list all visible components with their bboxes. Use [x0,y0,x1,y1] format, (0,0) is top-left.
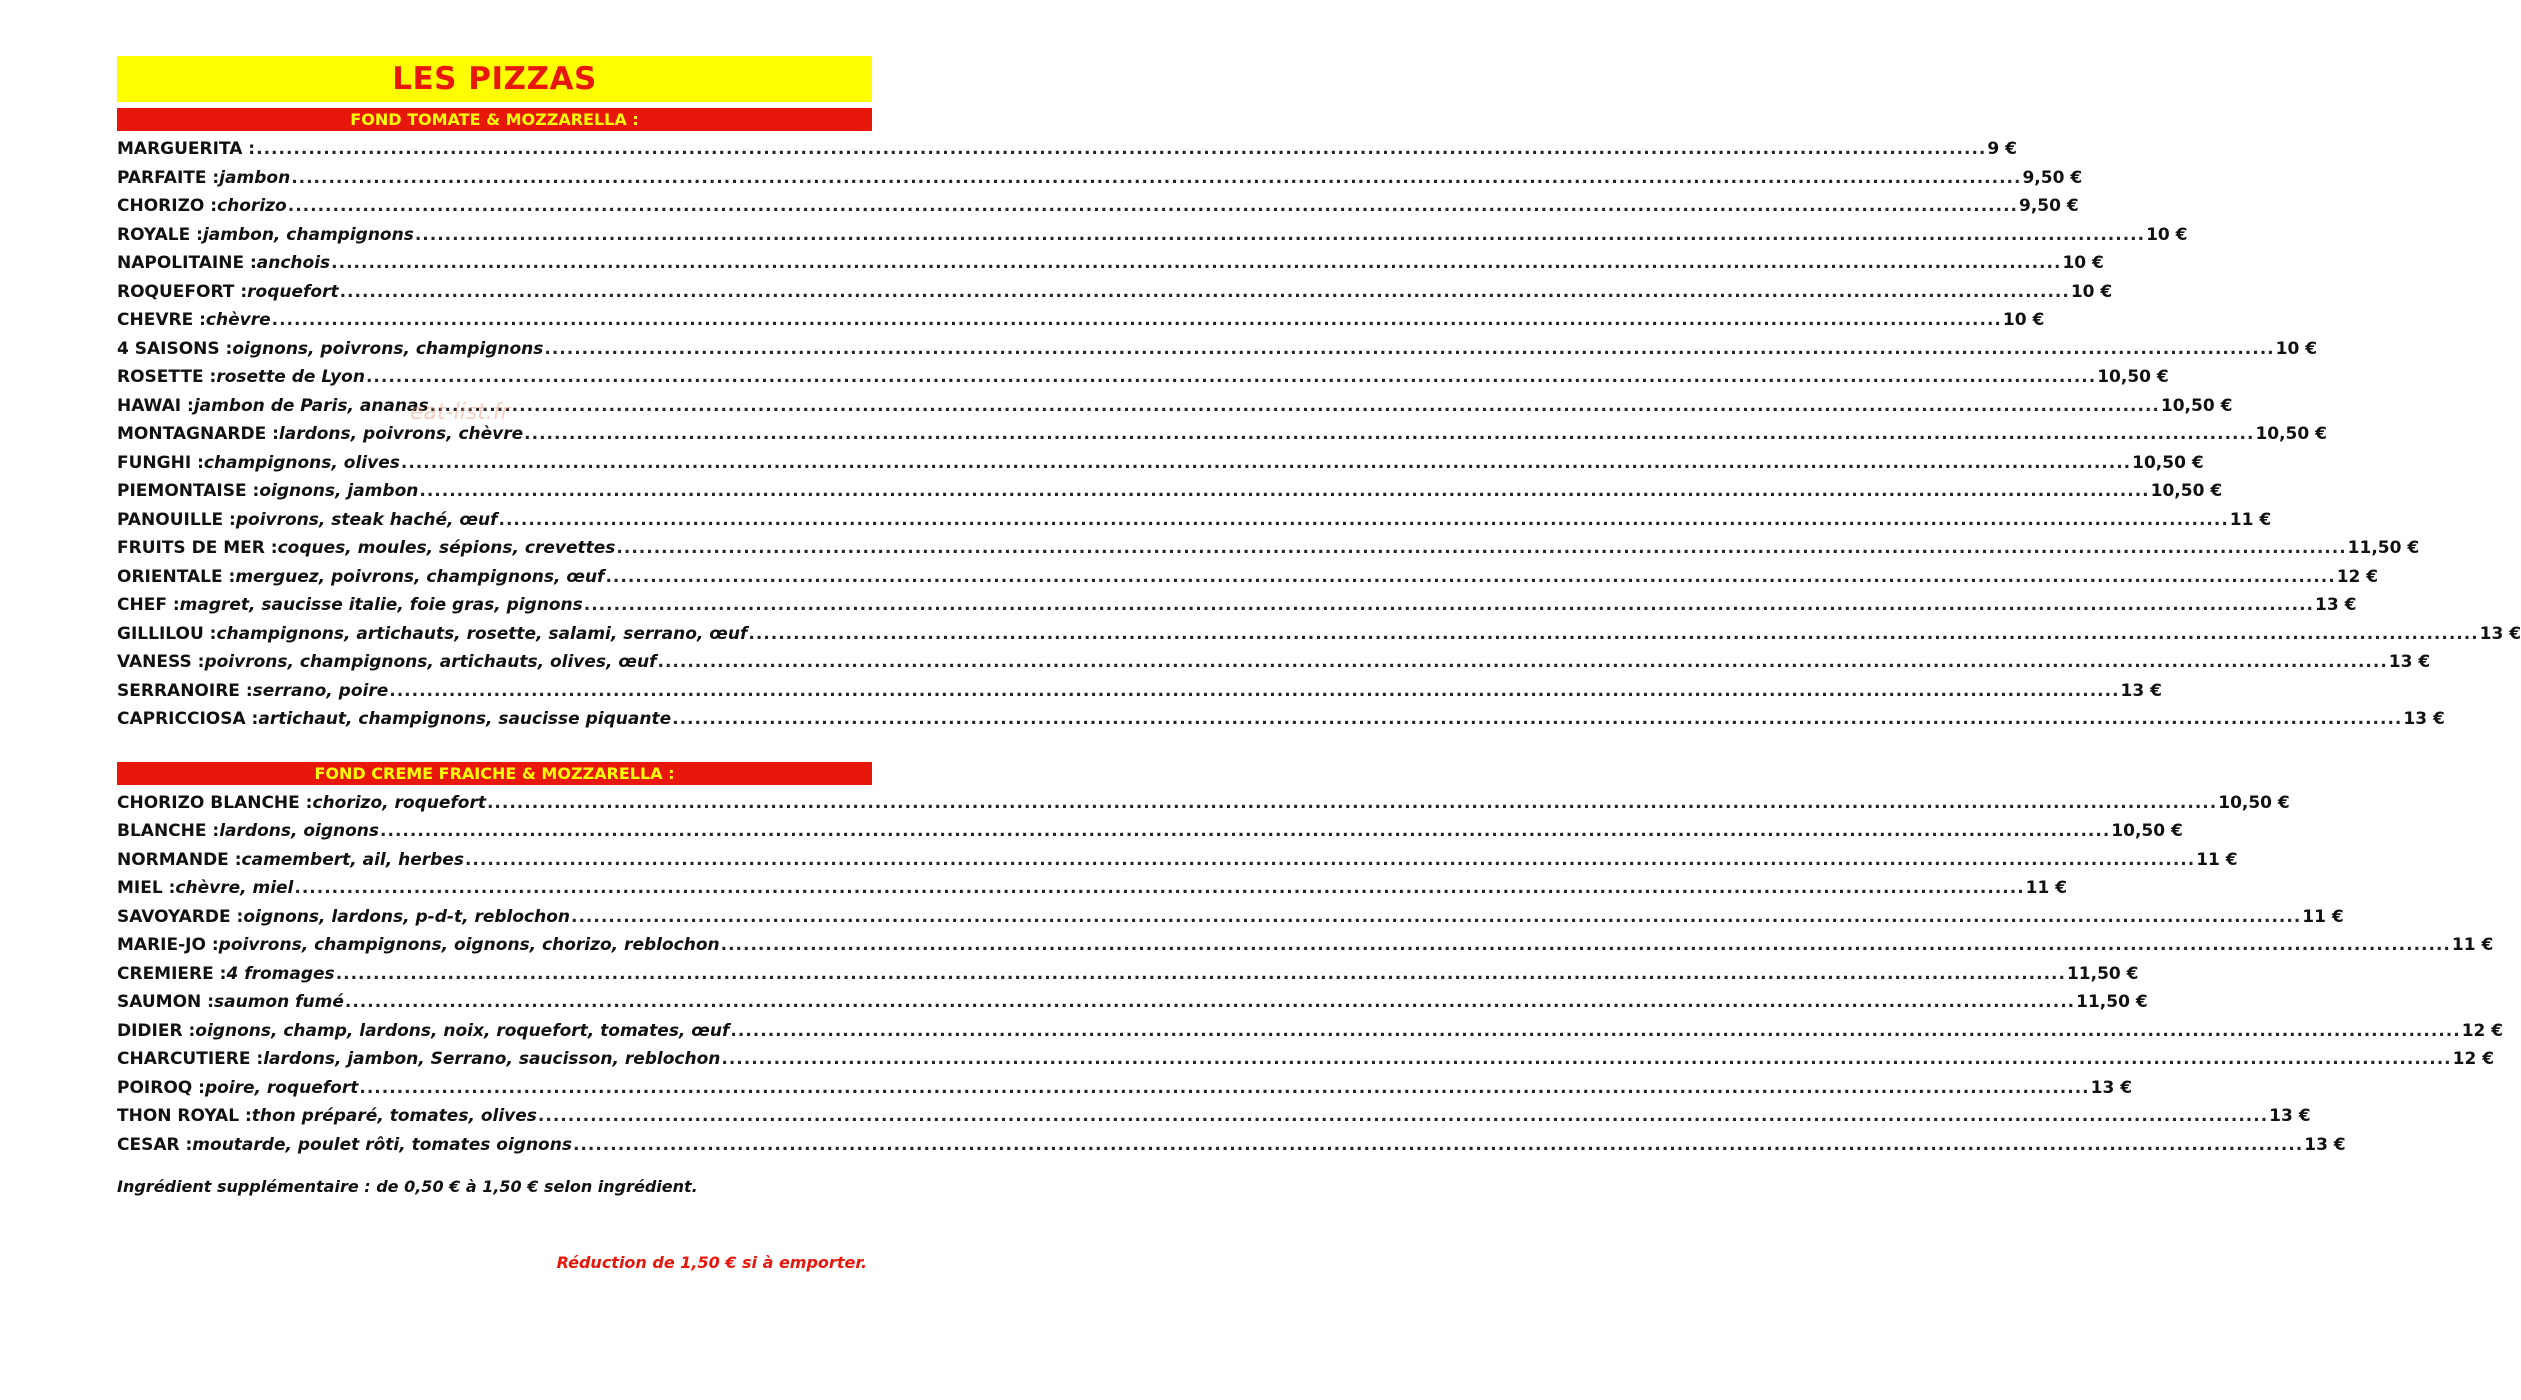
item-price: 10 € [2146,224,2188,245]
watermark-text: eat-list.fr [410,400,510,425]
menu-item [117,960,2139,989]
dot-leader [499,506,2229,535]
item-price: 10 € [2070,281,2113,302]
dot-leader [748,620,2478,649]
dot-leader [340,278,2070,307]
dot-leader [336,960,2066,989]
item-name: FUNGHI : [117,452,204,473]
item-name: THON ROYAL : [117,1106,252,1126]
item-name: CHARCUTIERE : [117,1049,264,1069]
menu-item [117,449,2204,478]
menu-item [117,874,2068,903]
menu-item [117,363,2169,392]
item-name: ROSETTE : [117,367,217,387]
dot-leader [401,449,2131,478]
item-description: artichaut, champignons, saucisse piquante [258,709,672,729]
item-name: 4 SAISONS : [117,338,233,359]
item-price: 13 € [2315,595,2357,615]
discount-note: Réduction de 1,50 € si à emporter. [556,1253,867,1272]
item-name: BLANCHE : [117,821,220,841]
item-description: lardons, jambon, Serrano, saucisson, reblochon [263,1049,721,1069]
dot-leader [291,164,2021,193]
item-description: moutarde, poulet rôti, tomates oignons [192,1134,572,1155]
item-name: NAPOLITAINE : [117,253,257,273]
dot-leader [415,221,2145,250]
item-price: 12 € [2461,1020,2504,1041]
item-name: ORIENTALE : [117,566,236,587]
dot-leader [584,591,2314,620]
menu-item [117,249,2104,278]
item-description: jambon [219,167,291,188]
dot-leader [721,931,2451,960]
menu-item [117,534,2420,563]
dot-leader [430,392,2160,421]
dot-leader [616,534,2346,563]
item-price: 10 € [2002,310,2045,330]
item-description: camembert, ail, herbes [241,849,464,870]
item-name: VANESS : [117,652,205,672]
menu-page [117,56,2521,1196]
item-price: 11,50 € [2347,538,2420,558]
item-name: FRUITS DE MER : [117,538,278,558]
item-price: 10,50 € [2111,821,2183,841]
item-price: 10,50 € [2132,452,2204,473]
menu-item [117,278,2113,307]
item-description: chorizo [217,196,287,216]
item-price: 10 € [2275,338,2318,359]
item-name: CAPRICCIOSA : [117,709,259,729]
dot-leader [571,903,2301,932]
dot-leader [672,705,2402,734]
dot-leader [419,477,2149,506]
item-price: 13 € [2304,1134,2346,1155]
item-price: 13 € [2479,623,2521,644]
menu-item [117,1102,2311,1131]
item-name: MIEL : [117,878,176,898]
item-name: PARFAITE : [117,167,220,188]
menu-item [117,705,2445,734]
dot-leader [331,249,2061,278]
menu-title: LES PIZZAS [117,56,872,102]
item-price: 11 € [2025,878,2068,898]
menu-item [117,563,2379,592]
item-name: SAUMON : [117,992,214,1012]
item-price: 10,50 € [2097,367,2169,387]
item-price: 10,50 € [2255,424,2327,444]
item-name: NORMANDE : [117,849,242,870]
supplement-note: Ingrédient supplémentaire : de 0,50 € à 1,50 € selon ingrédient. [117,1177,698,1196]
item-price: 13 € [2120,680,2162,701]
item-name: CESAR : [117,1134,193,1155]
item-price: 11,50 € [2076,992,2148,1012]
item-price: 12 € [2452,1049,2495,1069]
dot-leader [272,306,2002,335]
menu-item [117,477,2223,506]
item-description: champignons, olives [203,452,400,473]
item-name: CREMIERE : [117,963,227,984]
item-price: 13 € [2269,1106,2311,1126]
menu-item [117,1017,2504,1046]
item-name: CHORIZO : [117,196,218,216]
item-name: HAWAI : [117,395,194,416]
item-description: serrano, poire [252,680,389,701]
item-description: saumon fumé [214,992,344,1012]
item-name: SERRANOIRE : [117,680,253,701]
item-name: MARGUERITA : [117,139,256,159]
item-description: 4 fromages [226,963,335,984]
item-description: poivrons, champignons, artichauts, olives, œuf [204,652,657,672]
item-price: 9 € [1987,139,2017,159]
menu-item [117,903,2344,932]
dot-leader [380,817,2110,846]
menu-item [117,1131,2346,1160]
menu-item [117,591,2357,620]
item-price: 13 € [2090,1077,2133,1098]
dot-leader [605,563,2335,592]
menu-item [117,1045,2495,1074]
item-description: anchois [256,253,331,273]
item-price: 13 € [2403,709,2445,729]
menu-item [117,164,2083,193]
item-name: GILLILOU : [117,623,217,644]
item-price: 12 € [2336,566,2379,587]
item-price: 11 € [2229,509,2272,530]
menu-item [117,620,2521,649]
item-name: CHEF : [117,595,180,615]
section-heading: FOND CREME FRAICHE & MOZZARELLA : [117,762,872,785]
item-description: roquefort [247,281,339,302]
item-description: lardons, oignons [219,821,380,841]
menu-item [117,789,2290,818]
menu-item [117,306,2045,335]
item-name: SAVOYARDE : [117,906,244,927]
item-name: ROQUEFORT : [117,281,248,302]
item-description: oignons, jambon [259,481,419,501]
item-description: jambon de Paris, ananas [193,395,429,416]
item-description: oignons, poivrons, champignons [232,338,544,359]
dot-leader [366,363,2096,392]
menu-item [117,1074,2133,1103]
menu-item [117,648,2431,677]
dot-leader [256,135,1986,164]
item-price: 9,50 € [2019,196,2079,216]
item-name: PIEMONTAISE : [117,481,260,501]
item-description: coques, moules, sépions, crevettes [277,538,616,558]
menu-item [117,192,2079,221]
item-description: champignons, artichauts, rosette, salami, serrano, œuf [216,623,748,644]
item-description: thon préparé, tomates, olives [251,1106,537,1126]
item-description: poire, roquefort [204,1077,359,1098]
dot-leader [389,677,2119,706]
item-price: 11 € [2451,935,2494,955]
menu-item [117,817,2183,846]
item-price: 10 € [2062,253,2104,273]
item-description: chèvre [205,310,271,330]
dot-leader [538,1102,2268,1131]
dot-leader [730,1017,2460,1046]
item-price: 13 € [2388,652,2431,672]
item-price: 9,50 € [2022,167,2083,188]
item-name: POIROQ : [117,1077,205,1098]
dot-leader [573,1131,2303,1160]
menu-item [117,506,2272,535]
dot-leader [294,874,2024,903]
item-name: DIDIER : [117,1020,196,1041]
item-description: oignons, champ, lardons, noix, roquefort, tomates, œuf [195,1020,730,1041]
menu-item [117,135,2017,164]
dot-leader [544,335,2274,364]
dot-leader [288,192,2018,221]
item-price: 11 € [2196,849,2238,870]
section-heading: FOND TOMATE & MOZZARELLA : [117,108,872,131]
menu-item [117,335,2318,364]
item-description: chorizo, roquefort [312,792,486,813]
item-price: 10,50 € [2150,481,2223,501]
dot-leader [487,789,2217,818]
item-description: poivrons, steak haché, œuf [235,509,498,530]
menu-item [117,988,2148,1017]
item-name: CHORIZO BLANCHE : [117,792,313,813]
item-description: rosette de Lyon [216,367,365,387]
item-name: PANOUILLE : [117,509,236,530]
menu-item [117,931,2494,960]
item-description: magret, saucisse italie, foie gras, pignons [179,595,583,615]
item-description: oignons, lardons, p-d-t, reblochon [243,906,571,927]
item-name: ROYALE : [117,224,203,245]
dot-leader [658,648,2388,677]
dot-leader [359,1074,2089,1103]
item-description: poivrons, champignons, oignons, chorizo, reblochon [218,935,720,955]
dot-leader [524,420,2254,449]
section-creme [117,762,2504,1160]
pizza-list [117,789,2504,1160]
item-price: 11 € [2302,906,2344,927]
item-name: CHEVRE : [117,310,206,330]
item-name: MARIE-JO : [117,935,219,955]
dot-leader [465,846,2195,875]
item-price: 10,50 € [2218,792,2290,813]
item-description: lardons, poivrons, chèvre [278,424,524,444]
menu-item [117,846,2238,875]
menu-item [117,677,2162,706]
item-price: 10,50 € [2160,395,2233,416]
dot-leader [721,1045,2451,1074]
item-name: MONTAGNARDE : [117,424,279,444]
item-description: chèvre, miel [175,878,294,898]
item-description: merguez, poivrons, champignons, œuf [235,566,605,587]
menu-item [117,221,2188,250]
item-price: 11,50 € [2066,963,2139,984]
pizza-list [117,135,2521,734]
item-description: jambon, champignons [202,224,414,245]
dot-leader [345,988,2075,1017]
